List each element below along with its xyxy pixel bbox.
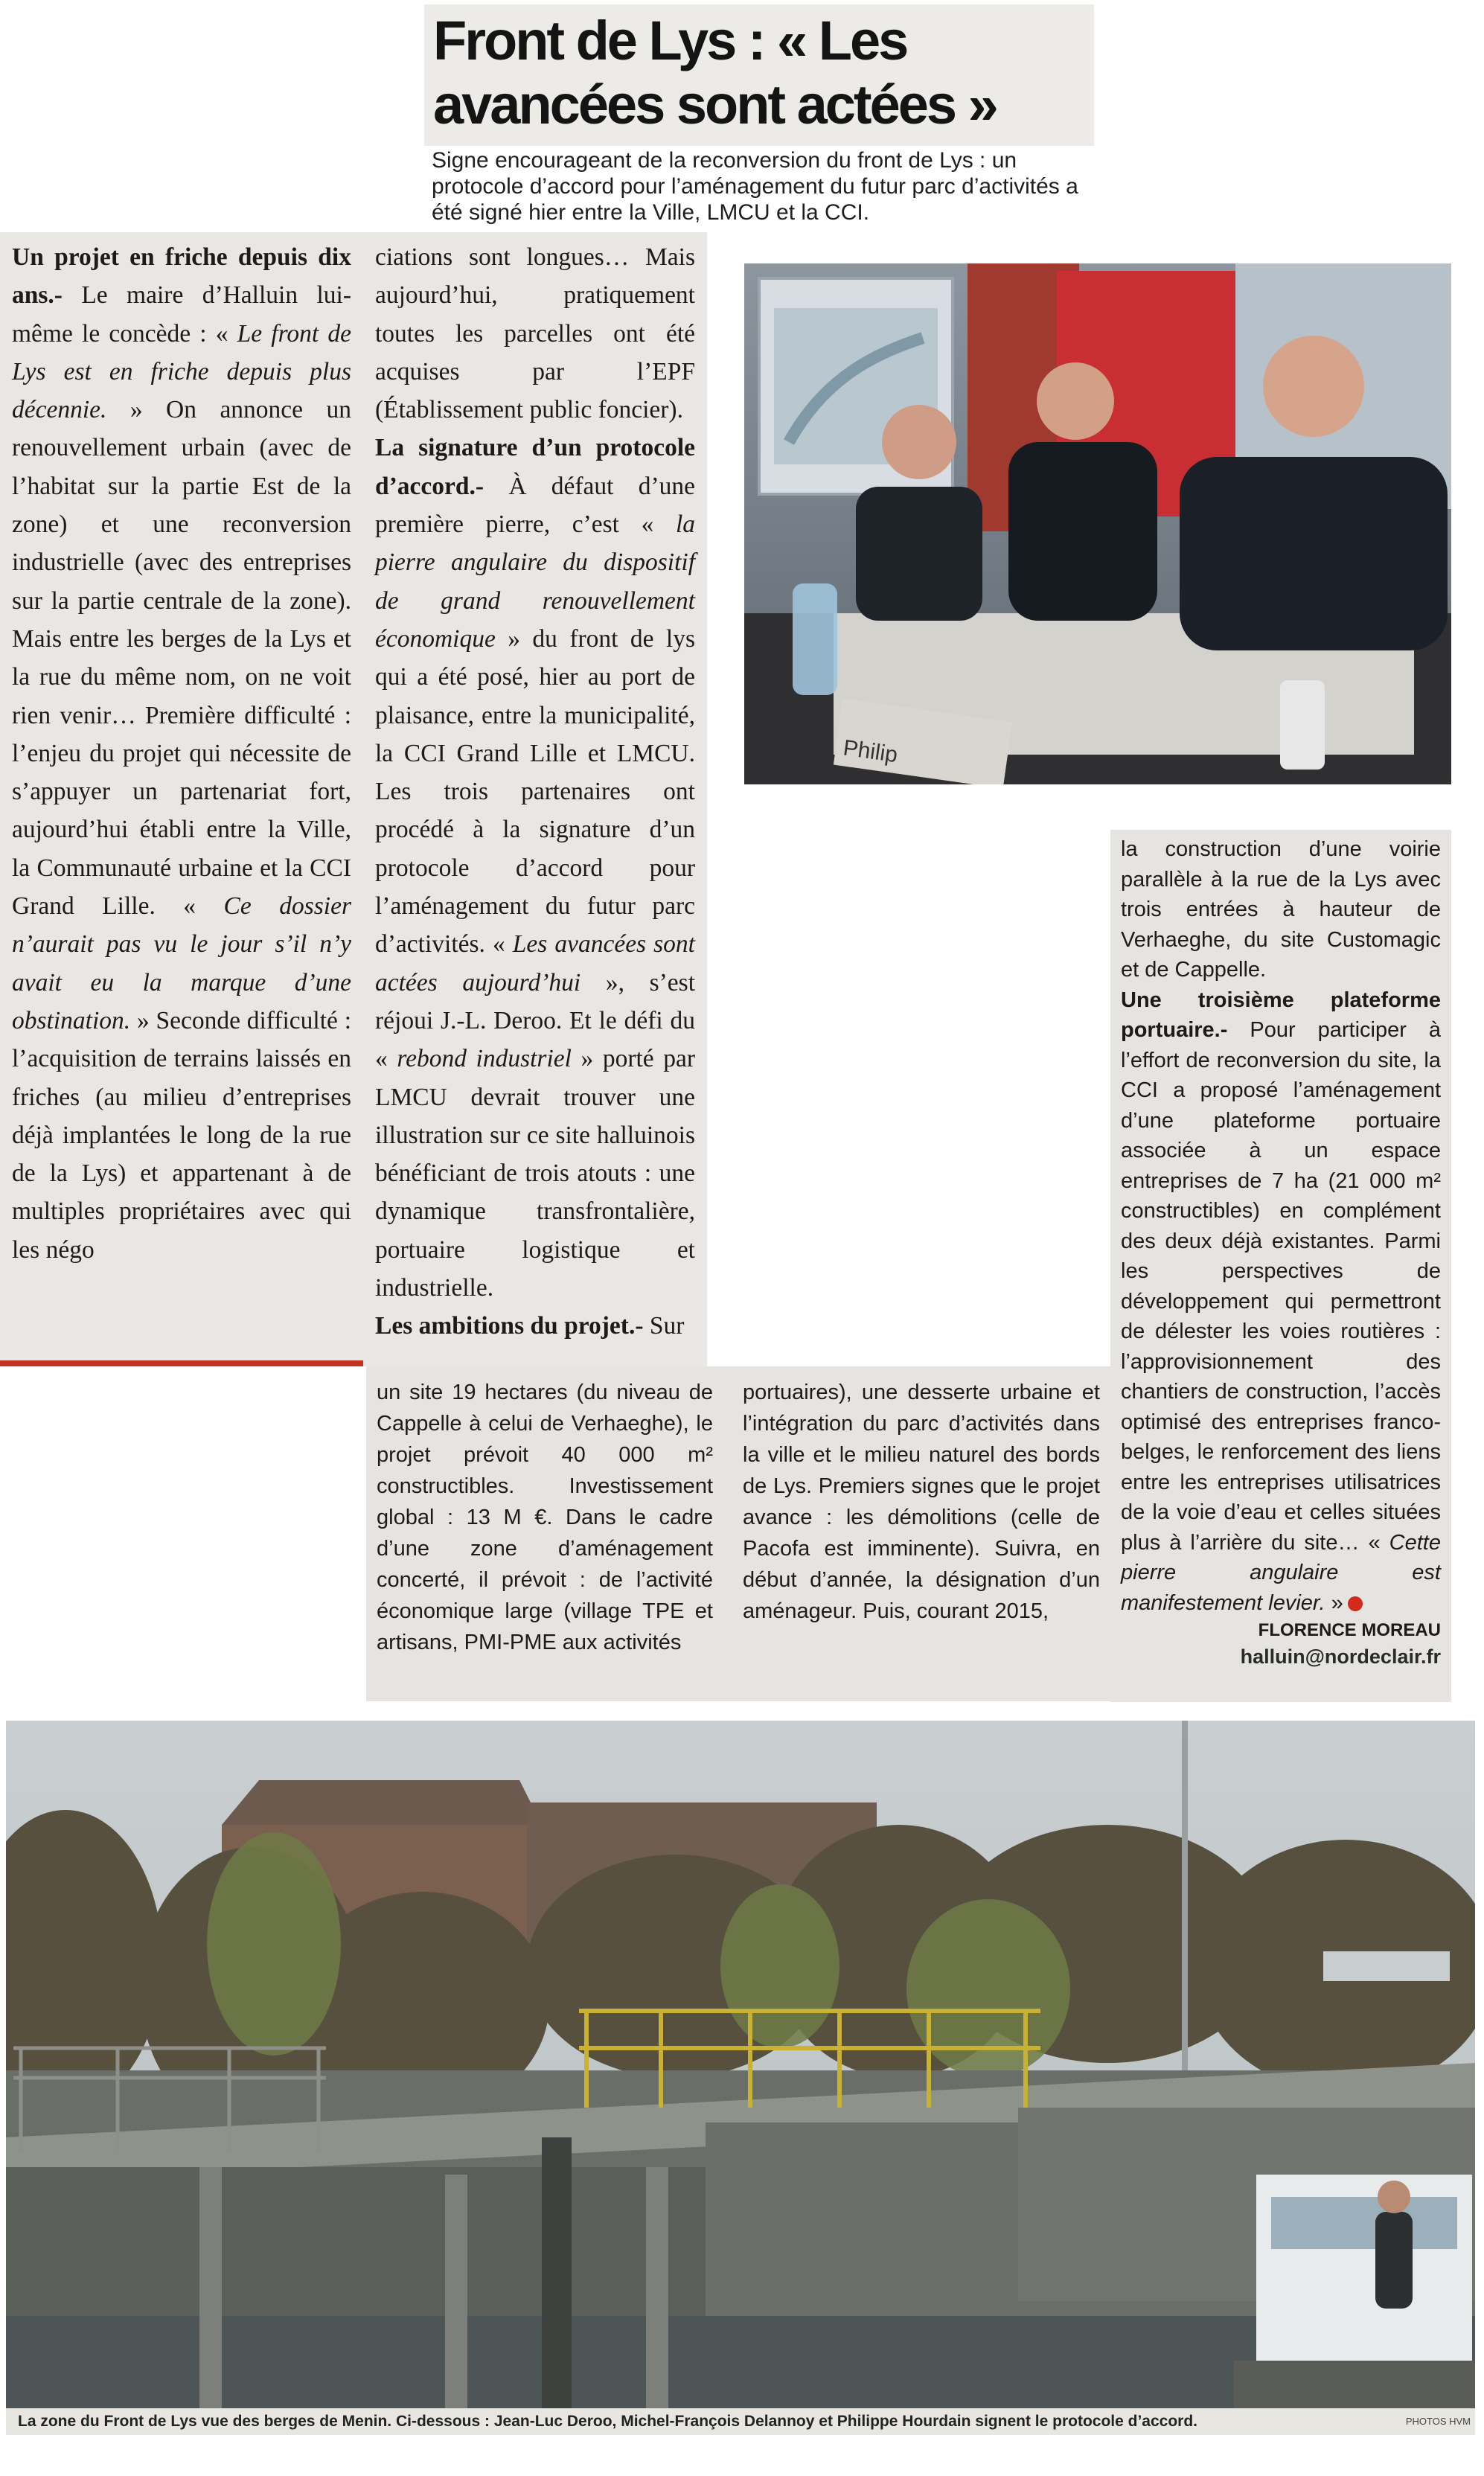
paragraph-plateforme [1121, 985, 1441, 1619]
subhead-friche: Un projet en friche depuis dix ans.- [12, 243, 351, 310]
article-column-1 [0, 232, 363, 1366]
paragraph-continuation: ciations sont longues… Mais aujourd’hui, pratiquement toutes les parcelles ont été acquises par l’EPF (Établissement public foncier). [375, 243, 695, 424]
canal-lock-illustration [6, 1721, 1475, 2435]
paragraph-ambitions-cont: un site 19 hectares (du niveau de Cappelle à celui de Verhaeghe), le projet prévoit 40 000 m² constructibles. Investissement global : 13 M €. Dans le cadre d’une zone d’aménagement concerté, il prévoit : de l’activité économique large (village TPE et artisans, PMI-PME aux activités [377, 1381, 713, 1654]
headline-block [424, 4, 1094, 146]
photo-credit: PHOTOS HVM [1405, 2416, 1471, 2427]
headline: Front de Lys : « Les avancées sont actées » [433, 10, 997, 135]
paragraph-voirie: la construction d’une voirie parallèle à la rue de la Lys avec trois entrées à hauteur de Verhaeghe, du site Customagic et de Cappelle. [1121, 837, 1441, 982]
quote-run: Cette pierre angulaire est manifestement levier. [1121, 1530, 1441, 1615]
end-mark-icon [1348, 1596, 1363, 1611]
article-column-4 [723, 1366, 1110, 1701]
paragraph-ambitions [375, 1307, 695, 1345]
quote-run: la pierre angulaire du dispositif de grand renouvellement économique [375, 511, 695, 653]
article-column-5 [1110, 830, 1451, 1702]
text-run: Pour participer à l’effort de reconversion du site, la CCI a proposé l’aménagement d’une plateforme portuaire associée à un espace entreprises de 7 ha (21 000 m² constructibles) en complément des deux déjà existantes. Parmi les perspectives de développement qui permettront de délester les voies routières : l’approvisionnement des chantiers de construction, l’accès optimisé des entreprises franco-belges, le renforcement des liens entre les entreprises utilisatrices de la voie d’eau et celles situées plus à l’arrière du site… « [1121, 1018, 1441, 1555]
text-run: » Seconde difficulté : l’acquisition de terrains laissés en friches (au milieu d’entreprises déjà implantées le long de la rue de la Lys) et appartenant à de multiples propriétaires avec qui les négo [12, 1006, 351, 1264]
text-run: » porté par LMCU devrait trouver une illustration sur ce site halluinois bénéficiant de trois atouts : une dynamique transfrontalière, portuaire logistique et industrielle. [375, 1045, 696, 1302]
text-run: » [1325, 1590, 1343, 1615]
text-run: », s’est réjoui J.-L. Deroo. Et le défi du « [375, 968, 696, 1073]
signing-photo [744, 263, 1451, 784]
paragraph-signature [375, 429, 695, 1307]
text-run: Sur [643, 1312, 685, 1340]
author-byline: FLORENCE MOREAU [1258, 1620, 1441, 1640]
text-run: Le maire d’Halluin lui-même le concède : « [12, 281, 351, 348]
quote-run: Les avancées sont actées aujourd’hui [375, 930, 695, 997]
quote-run: Le front de Lys est en friche depuis plus décennie. [12, 319, 351, 424]
standfirst-block [424, 146, 1094, 228]
quote-run: rebond industriel [397, 1045, 572, 1073]
text-run: » On annonce un renouvellement urbain (avec de l’habitat sur la partie Est de la zone) et une reconversion industrielle (avec des entreprises sur la partie centrale de la zone). Mais entre les berges de la Lys et la rue du même nom, on ne voit rien venir… Première difficulté : l’enjeu du projet qui nécessite de s’appuyer un partenariat fort, aujourd’hui établi entre la Ville, la Communauté urbaine et la CCI Grand Lille. « [12, 396, 351, 921]
paragraph-friche [12, 238, 351, 1269]
text-run: À défaut d’une première pierre, c’est « [375, 472, 695, 539]
canal-lock-photo [6, 1721, 1475, 2435]
subhead-plateforme: Une troisième plateforme portuaire.- [1121, 988, 1441, 1042]
article-column-3 [366, 1366, 723, 1701]
signing-photo-illustration [744, 263, 1451, 784]
author-email: halluin@nordeclair.fr [1240, 1645, 1441, 1668]
text-run: » du front de lys qui a été posé, hier au port de plaisance, entre la municipalité, la CCI Grand Lille et LMCU. Les trois partenaires ont procédé à la signature d’un protocole d’accord pour l’aménagement du futur parc d’activités. « [375, 624, 695, 959]
photo-caption: La zone du Front de Lys vue des berges de Menin. Ci-dessous : Jean-Luc Deroo, Michel-François Delannoy et Philippe Hourdain signent le protocole d’accord. [18, 2413, 1197, 2430]
article-column-2 [363, 232, 707, 1366]
quote-run: Ce dossier n’aurait pas vu le jour s’il n’y avait eu la marque d’une obstination. [12, 892, 351, 1034]
paragraph-ambitions-cont2: portuaires), une desserte urbaine et l’intégration du parc d’activités dans la ville et le milieu naturel des bords de Lys. Premiers signes que le projet avance : les démolitions (celle de Pacofa est imminente). Suivra, en début d’année, la désignation d’un aménageur. Puis, courant 2015, [743, 1381, 1100, 1623]
subhead-signature: La signature d’un protocole d’accord.- [375, 434, 695, 500]
nameplate-text: Philip [841, 735, 900, 768]
standfirst: Signe encourageant de la reconversion du front de Lys : un protocole d’accord pour l’aménagement du futur parc d’activités a été signé hier entre la Ville, LMCU et la CCI. [432, 148, 1078, 225]
subhead-ambitions: Les ambitions du projet.- [375, 1312, 644, 1340]
photo-caption-bar [6, 2408, 1475, 2435]
